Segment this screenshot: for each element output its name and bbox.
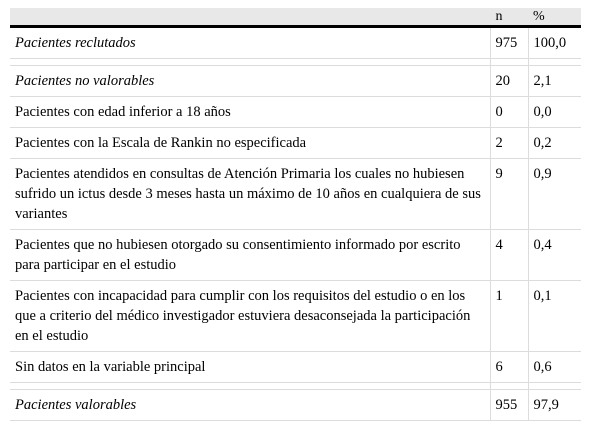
row-n-cell: 1 [490,281,528,352]
row-percent-cell: 97,9 [528,390,581,421]
header-label-cell [10,8,490,27]
row-label-cell: Pacientes que no hubiesen otorgado su consentimiento informado por escrito para participar en el estudio [10,230,490,281]
row-label-cell: Pacientes con incapacidad para cumplir con los requisitos del estudio o en los que a criterio del médico investigador estuviera desaconsejada la participación en el estudio [10,281,490,352]
spacer-row [10,383,581,390]
table-row [10,390,581,421]
table-body [10,27,581,421]
table-row [10,159,581,230]
spacer-cell [490,383,528,390]
spacer-cell [528,59,581,66]
row-n-cell: 6 [490,352,528,383]
row-label-cell: Pacientes con la Escala de Rankin no especificada [10,128,490,159]
table-row [10,97,581,128]
header-n-cell: n [490,8,528,27]
table-row [10,352,581,383]
row-label-cell: Pacientes no valorables [10,66,490,97]
row-n-cell: 9 [490,159,528,230]
row-label-cell: Sin datos en la variable principal [10,352,490,383]
row-percent-cell: 0,6 [528,352,581,383]
row-percent-cell: 0,4 [528,230,581,281]
spacer-cell [490,59,528,66]
row-percent-cell: 0,9 [528,159,581,230]
table-row [10,230,581,281]
row-n-cell: 20 [490,66,528,97]
row-percent-cell: 0,1 [528,281,581,352]
row-label-cell: Pacientes valorables [10,390,490,421]
header-percent-cell: % [528,8,581,27]
table-row [10,128,581,159]
spacer-row [10,59,581,66]
spacer-cell [10,59,490,66]
row-label-cell: Pacientes reclutados [10,27,490,59]
row-percent-cell: 0,2 [528,128,581,159]
table-header [10,8,581,27]
table-row [10,66,581,97]
patients-table [10,8,581,421]
row-percent-cell: 100,0 [528,27,581,59]
row-percent-cell: 2,1 [528,66,581,97]
row-label-cell: Pacientes atendidos en consultas de Atención Primaria los cuales no hubiesen sufrido un ictus desde 3 meses hasta un máximo de 10 años en cualquiera de sus variantes [10,159,490,230]
spacer-cell [528,383,581,390]
row-n-cell: 955 [490,390,528,421]
row-n-cell: 0 [490,97,528,128]
row-n-cell: 975 [490,27,528,59]
header-row [10,8,581,27]
table-row [10,281,581,352]
row-n-cell: 2 [490,128,528,159]
table-row [10,27,581,59]
row-percent-cell: 0,0 [528,97,581,128]
row-n-cell: 4 [490,230,528,281]
spacer-cell [10,383,490,390]
row-label-cell: Pacientes con edad inferior a 18 años [10,97,490,128]
